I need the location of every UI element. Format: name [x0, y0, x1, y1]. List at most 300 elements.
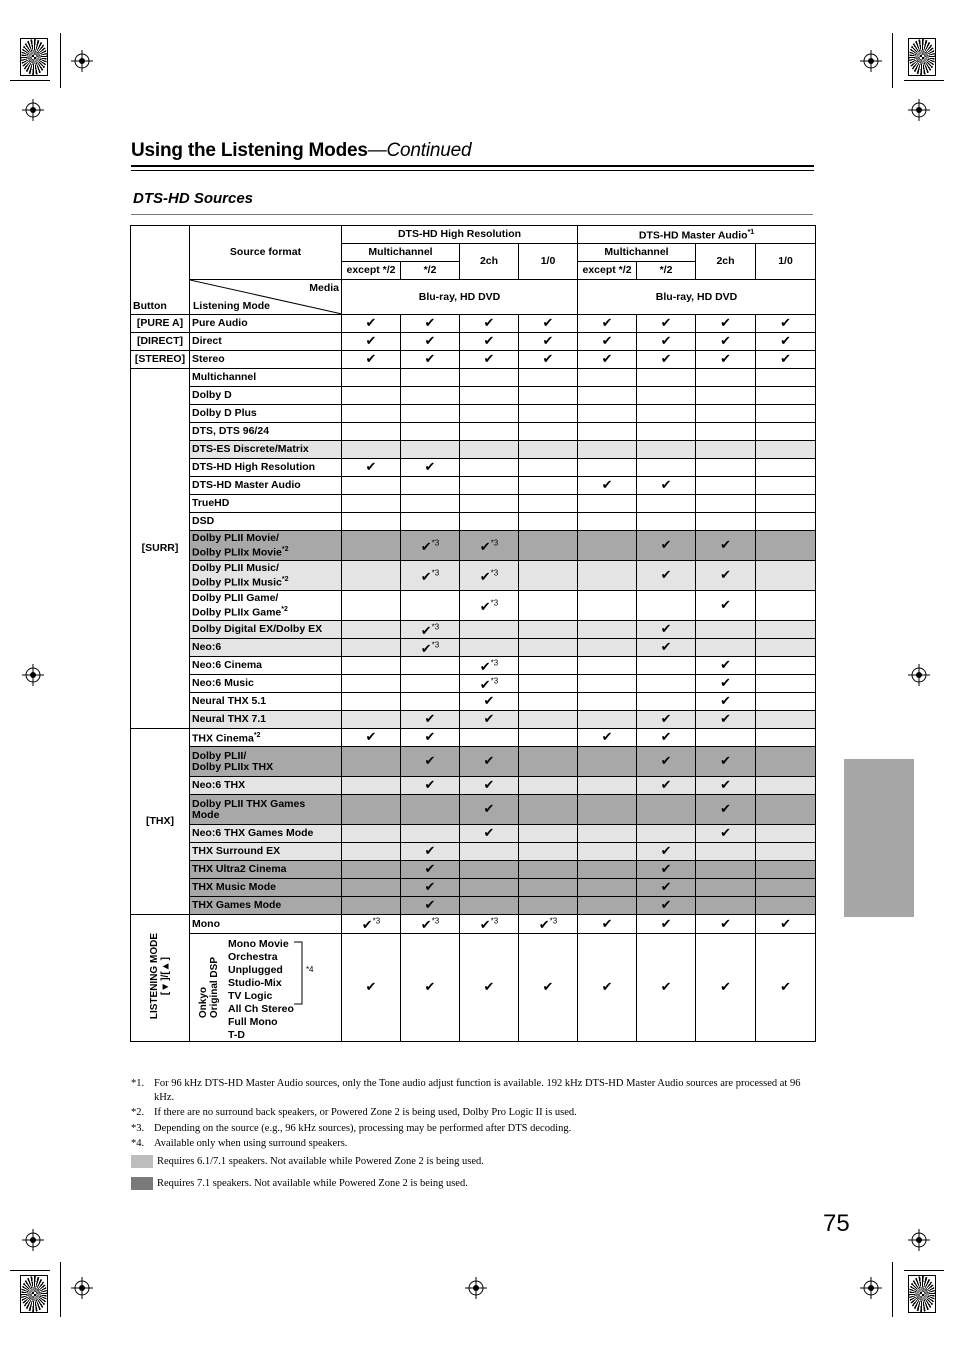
- dsp-note: *4: [305, 964, 314, 974]
- support-cell: [696, 351, 756, 369]
- table-row: [131, 405, 816, 423]
- crosshair-icon: [860, 50, 882, 72]
- support-cell: [401, 561, 460, 591]
- support-cell: [460, 693, 519, 711]
- multichannel-header: [578, 244, 696, 262]
- support-cell: [637, 777, 696, 795]
- footnote-key: *4.: [131, 1138, 145, 1149]
- support-cell: [756, 915, 816, 934]
- check-mark-icon: ✔: [424, 351, 436, 366]
- support-cell: [342, 657, 401, 675]
- support-cell: [696, 795, 756, 825]
- support-cell: [401, 843, 460, 861]
- support-cell: [578, 513, 637, 531]
- check-mark-icon: ✔: [720, 711, 731, 726]
- footnote: [131, 1106, 816, 1120]
- support-cell: [401, 711, 460, 729]
- support-cell: [342, 861, 401, 879]
- check-mark-icon: ✔: [780, 915, 791, 931]
- support-cell: [342, 333, 401, 351]
- listening-mode-cell: Stereo: [190, 351, 342, 369]
- table-row: [131, 423, 816, 441]
- support-cell: [401, 459, 460, 477]
- footnote: [131, 1077, 816, 1104]
- support-cell: [756, 657, 816, 675]
- bracket-icon: [294, 941, 304, 1005]
- table-row: [131, 531, 816, 561]
- check-mark-icon: ✔$^{*3}$: [479, 538, 499, 554]
- support-cell: [460, 351, 519, 369]
- listening-mode-cell: Neo:6 Cinema: [190, 657, 342, 675]
- support-cell: [756, 729, 816, 747]
- support-cell: [578, 405, 637, 423]
- check-mark-icon: ✔: [424, 843, 436, 858]
- check-mark-icon: ✔$^{*3}$: [479, 676, 499, 692]
- col-10-header: [756, 244, 816, 280]
- footnote-key: *2.: [131, 1107, 145, 1118]
- mode-button-cell: [STEREO]: [131, 351, 190, 369]
- support-cell: [519, 711, 578, 729]
- thx-button-cell: [THX]: [131, 729, 190, 915]
- support-cell: [756, 531, 816, 561]
- registration-disc-icon: [20, 1275, 48, 1313]
- support-cell: [401, 639, 460, 657]
- support-cell: [401, 441, 460, 459]
- support-cell: [519, 441, 578, 459]
- check-mark-icon: ✔$^{*3}$: [420, 622, 440, 638]
- support-cell: [460, 729, 519, 747]
- support-cell: [756, 387, 816, 405]
- table-row: [131, 315, 816, 333]
- listening-mode-cell: Dolby D: [190, 387, 342, 405]
- listening-mode-cell: THX Games Mode: [190, 897, 342, 915]
- col-10-text: 1/0: [540, 255, 556, 267]
- support-cell: [637, 477, 696, 495]
- listening-mode-button-cell: [131, 915, 190, 1042]
- check-mark-icon: ✔: [424, 315, 436, 330]
- support-cell: [578, 897, 637, 915]
- listening-mode-vertical-label: LISTENING MODE [◄]/[►]: [149, 933, 171, 1020]
- check-mark-icon: ✔: [720, 537, 731, 552]
- support-cell: [401, 675, 460, 693]
- support-cell: [401, 387, 460, 405]
- support-cell: [696, 843, 756, 861]
- support-cell: [756, 513, 816, 531]
- check-mark-icon: ✔: [601, 979, 613, 994]
- support-cell: [696, 441, 756, 459]
- support-cell: [460, 477, 519, 495]
- support-cell: [696, 459, 756, 477]
- check-mark-icon: ✔: [660, 333, 672, 348]
- support-cell: [578, 621, 637, 639]
- support-cell: [637, 693, 696, 711]
- footnote-key: *3.: [131, 1122, 145, 1134]
- crosshair-icon: [465, 1277, 487, 1299]
- support-cell: [578, 934, 637, 1042]
- footnote: [131, 1122, 816, 1136]
- support-cell: [401, 531, 460, 561]
- support-cell: [342, 513, 401, 531]
- support-cell: [460, 531, 519, 561]
- check-mark-icon: ✔: [660, 621, 672, 636]
- col-except-header: [342, 262, 401, 280]
- page-number: 75: [823, 1210, 850, 1237]
- support-cell: [756, 934, 816, 1042]
- support-cell: [401, 861, 460, 879]
- check-mark-icon: ✔: [660, 979, 672, 994]
- support-cell: [342, 459, 401, 477]
- support-cell: [460, 657, 519, 675]
- support-cell: [342, 747, 401, 777]
- support-cell: [578, 639, 637, 657]
- support-cell: [696, 423, 756, 441]
- crosshair-icon: [22, 99, 44, 121]
- check-mark-icon: ✔: [365, 729, 377, 744]
- check-mark-icon: ✔$^{*3}$: [361, 916, 381, 933]
- listening-mode-cell: Pure Audio: [190, 315, 342, 333]
- check-mark-icon: ✔: [365, 315, 377, 330]
- support-cell: [637, 513, 696, 531]
- check-mark-icon: ✔: [483, 979, 495, 994]
- support-cell: [519, 729, 578, 747]
- support-cell: [578, 747, 637, 777]
- check-mark-icon: ✔: [483, 315, 495, 330]
- support-cell: [637, 531, 696, 561]
- listening-mode-cell: Dolby Digital EX/Dolby EX: [190, 621, 342, 639]
- support-cell: [637, 315, 696, 333]
- col-star2-text: */2: [659, 264, 673, 276]
- support-cell: [756, 423, 816, 441]
- support-cell: [342, 639, 401, 657]
- support-cell: [637, 621, 696, 639]
- support-cell: [578, 795, 637, 825]
- support-cell: [519, 693, 578, 711]
- footnote-key: *1.: [131, 1078, 145, 1089]
- table-row: [131, 934, 816, 1042]
- multichannel-text: Multichannel: [604, 246, 669, 258]
- crosshair-icon: [22, 1229, 44, 1251]
- check-mark-icon: ✔: [542, 315, 554, 330]
- table-row: [131, 693, 816, 711]
- legend-text: Requires 7.1 speakers. Not available while Powered Zone 2 is being used.: [157, 1177, 468, 1189]
- support-cell: [342, 621, 401, 639]
- support-cell: [401, 315, 460, 333]
- check-mark-icon: ✔: [424, 333, 436, 348]
- support-cell: [637, 561, 696, 591]
- col-star2-header: [401, 262, 460, 280]
- col-2ch-header: [460, 244, 519, 280]
- support-cell: [578, 729, 637, 747]
- support-cell: [637, 879, 696, 897]
- support-cell: [756, 369, 816, 387]
- support-cell: [460, 861, 519, 879]
- table-row: [131, 747, 816, 777]
- support-cell: [756, 405, 816, 423]
- support-cell: [342, 351, 401, 369]
- support-cell: [342, 591, 401, 621]
- support-cell: [756, 879, 816, 897]
- support-cell: [637, 459, 696, 477]
- support-cell: [578, 825, 637, 843]
- support-cell: [756, 897, 816, 915]
- support-cell: [637, 897, 696, 915]
- check-mark-icon: ✔: [720, 825, 731, 840]
- check-mark-icon: ✔: [720, 915, 731, 931]
- support-cell: [578, 561, 637, 591]
- support-cell: [578, 423, 637, 441]
- support-cell: [756, 621, 816, 639]
- check-mark-icon: ✔: [660, 879, 672, 894]
- table-row: [131, 843, 816, 861]
- page-title: [131, 140, 471, 162]
- dsp-mode-item: Studio-Mix: [228, 976, 282, 989]
- media-label: Media: [309, 282, 339, 294]
- support-cell: [519, 387, 578, 405]
- support-cell: [519, 351, 578, 369]
- check-mark-icon: ✔: [720, 979, 731, 994]
- support-cell: [696, 825, 756, 843]
- media-mode-diagonal-cell: [190, 280, 342, 315]
- support-cell: [637, 333, 696, 351]
- check-mark-icon: ✔: [660, 729, 672, 744]
- support-cell: [401, 477, 460, 495]
- check-mark-icon: ✔: [660, 897, 672, 912]
- support-cell: [637, 843, 696, 861]
- check-mark-icon: ✔: [660, 843, 672, 858]
- table-row: [131, 387, 816, 405]
- support-cell: [578, 459, 637, 477]
- listening-mode-cell: Neo:6 THX Games Mode: [190, 825, 342, 843]
- col-2ch-text: 2ch: [716, 255, 735, 267]
- table-row: [131, 441, 816, 459]
- check-mark-icon: ✔: [780, 333, 791, 348]
- check-mark-icon: ✔: [601, 351, 613, 366]
- check-mark-icon: ✔: [660, 315, 672, 330]
- support-cell: [342, 495, 401, 513]
- support-cell: [756, 777, 816, 795]
- crosshair-icon: [908, 664, 930, 686]
- check-mark-icon: ✔: [365, 459, 377, 474]
- support-cell: [696, 639, 756, 657]
- footnote-text: Available only when using surround speakers.: [154, 1138, 348, 1149]
- support-cell: [519, 934, 578, 1042]
- support-cell: [401, 795, 460, 825]
- listening-mode-cell: Mono: [190, 915, 342, 934]
- support-cell: [578, 531, 637, 561]
- support-cell: [401, 825, 460, 843]
- check-mark-icon: ✔: [660, 711, 672, 726]
- check-mark-icon: ✔: [601, 333, 613, 348]
- table-row: [131, 675, 816, 693]
- check-mark-icon: ✔: [483, 333, 495, 348]
- support-cell: [342, 561, 401, 591]
- support-cell: [637, 934, 696, 1042]
- check-mark-icon: ✔: [424, 753, 436, 768]
- support-cell: [637, 405, 696, 423]
- registration-disc-icon: [908, 1275, 936, 1313]
- legend-text: Requires 6.1/7.1 speakers. Not available while Powered Zone 2 is being used.: [157, 1155, 484, 1167]
- support-cell: [578, 315, 637, 333]
- check-mark-icon: ✔: [542, 351, 554, 366]
- check-mark-icon: ✔: [720, 777, 731, 792]
- crosshair-icon: [71, 50, 93, 72]
- support-cell: [342, 315, 401, 333]
- check-mark-icon: ✔: [720, 333, 731, 348]
- check-mark-icon: ✔: [424, 861, 436, 876]
- support-cell: [696, 531, 756, 561]
- support-cell: [696, 711, 756, 729]
- check-mark-icon: ✔$^{*3}$: [479, 568, 499, 584]
- support-cell: [401, 369, 460, 387]
- check-mark-icon: ✔$^{*3}$: [420, 568, 440, 584]
- support-cell: [756, 693, 816, 711]
- support-cell: [756, 861, 816, 879]
- support-cell: [696, 861, 756, 879]
- support-cell: [756, 795, 816, 825]
- support-cell: [401, 729, 460, 747]
- support-cell: [519, 333, 578, 351]
- check-mark-icon: ✔: [660, 537, 672, 552]
- support-cell: [756, 477, 816, 495]
- support-cell: [637, 747, 696, 777]
- table-row: [131, 477, 816, 495]
- support-cell: [696, 561, 756, 591]
- listening-mode-cell: Neo:6 Music: [190, 675, 342, 693]
- check-mark-icon: ✔: [424, 897, 436, 912]
- table-row: [131, 591, 816, 621]
- check-mark-icon: ✔: [483, 801, 495, 816]
- button-header-text: Button: [133, 300, 167, 312]
- col-10-text: 1/0: [778, 255, 793, 267]
- section-title: DTS-HD Sources: [133, 190, 254, 207]
- support-cell: [578, 843, 637, 861]
- legend-swatch: [131, 1177, 153, 1190]
- listening-mode-cell: Multichannel: [190, 369, 342, 387]
- check-mark-icon: ✔: [483, 777, 495, 792]
- listening-mode-cell: Dolby D Plus: [190, 405, 342, 423]
- support-cell: [696, 879, 756, 897]
- check-mark-icon: ✔: [660, 477, 672, 492]
- table-row: [131, 621, 816, 639]
- support-cell: [578, 657, 637, 675]
- support-cell: [401, 747, 460, 777]
- support-cell: [696, 513, 756, 531]
- support-cell: [696, 934, 756, 1042]
- support-cell: [342, 477, 401, 495]
- listening-mode-cell: THX Surround EX: [190, 843, 342, 861]
- page-title-text: Using the Listening Modes: [131, 140, 368, 161]
- support-cell: [519, 825, 578, 843]
- legend-item: [131, 1177, 468, 1190]
- table-row: [131, 495, 816, 513]
- dsp-mode-item: Mono Movie: [228, 937, 289, 950]
- check-mark-icon: ✔: [720, 657, 731, 672]
- support-cell: [696, 675, 756, 693]
- support-cell: [756, 459, 816, 477]
- support-cell: [460, 897, 519, 915]
- support-cell: [696, 729, 756, 747]
- support-cell: [578, 351, 637, 369]
- check-mark-icon: ✔: [601, 729, 613, 744]
- support-cell: [578, 387, 637, 405]
- support-cell: [519, 405, 578, 423]
- support-cell: [342, 531, 401, 561]
- table-row: [131, 861, 816, 879]
- group-label: DTS-HD Master Audio: [638, 229, 748, 242]
- table-row: [131, 777, 816, 795]
- support-cell: [460, 747, 519, 777]
- support-cell: [519, 513, 578, 531]
- check-mark-icon: ✔: [365, 979, 377, 994]
- col-except-header: [578, 262, 637, 280]
- support-cell: [401, 693, 460, 711]
- support-cell: [519, 897, 578, 915]
- support-cell: [696, 315, 756, 333]
- support-cell: [696, 621, 756, 639]
- support-cell: [519, 561, 578, 591]
- support-cell: [401, 777, 460, 795]
- support-cell: [756, 825, 816, 843]
- check-mark-icon: ✔: [424, 459, 436, 474]
- support-cell: [460, 513, 519, 531]
- crosshair-icon: [908, 1229, 930, 1251]
- support-cell: [637, 423, 696, 441]
- support-cell: [519, 621, 578, 639]
- support-cell: [519, 477, 578, 495]
- crosshair-icon: [71, 1277, 93, 1299]
- group-header: [342, 226, 578, 244]
- support-cell: [637, 441, 696, 459]
- support-cell: [756, 315, 816, 333]
- support-cell: [401, 879, 460, 897]
- col-10-header: [519, 244, 578, 280]
- listening-mode-cell: DTS-HD High Resolution: [190, 459, 342, 477]
- support-cell: [401, 934, 460, 1042]
- support-cell: [696, 915, 756, 934]
- support-cell: [696, 693, 756, 711]
- support-cell: [519, 675, 578, 693]
- check-mark-icon: ✔: [720, 351, 731, 366]
- support-cell: [460, 777, 519, 795]
- support-cell: [519, 861, 578, 879]
- support-cell: [401, 915, 460, 934]
- check-mark-icon: ✔: [660, 777, 672, 792]
- source-format-header: [190, 226, 342, 280]
- title-rule: [131, 165, 814, 167]
- support-cell: [401, 591, 460, 621]
- support-cell: [696, 405, 756, 423]
- crosshair-icon: [908, 99, 930, 121]
- support-cell: [401, 405, 460, 423]
- support-cell: [578, 477, 637, 495]
- support-cell: [637, 711, 696, 729]
- footnote-text: Depending on the source (e.g., 96 kHz sources), processing may be performed after DTS decoding.: [154, 1122, 572, 1134]
- listening-mode-label: Listening Mode: [193, 300, 270, 312]
- check-mark-icon: ✔$^{*3}$: [420, 916, 440, 933]
- support-cell: [519, 777, 578, 795]
- support-cell: [342, 897, 401, 915]
- support-cell: [637, 639, 696, 657]
- check-mark-icon: ✔: [780, 315, 791, 330]
- check-mark-icon: ✔: [424, 879, 436, 894]
- support-cell: [696, 747, 756, 777]
- support-cell: [401, 513, 460, 531]
- support-cell: [342, 405, 401, 423]
- support-cell: [460, 843, 519, 861]
- check-mark-icon: ✔: [720, 567, 731, 582]
- support-cell: [519, 459, 578, 477]
- listening-mode-cell: Neo:6 THX: [190, 777, 342, 795]
